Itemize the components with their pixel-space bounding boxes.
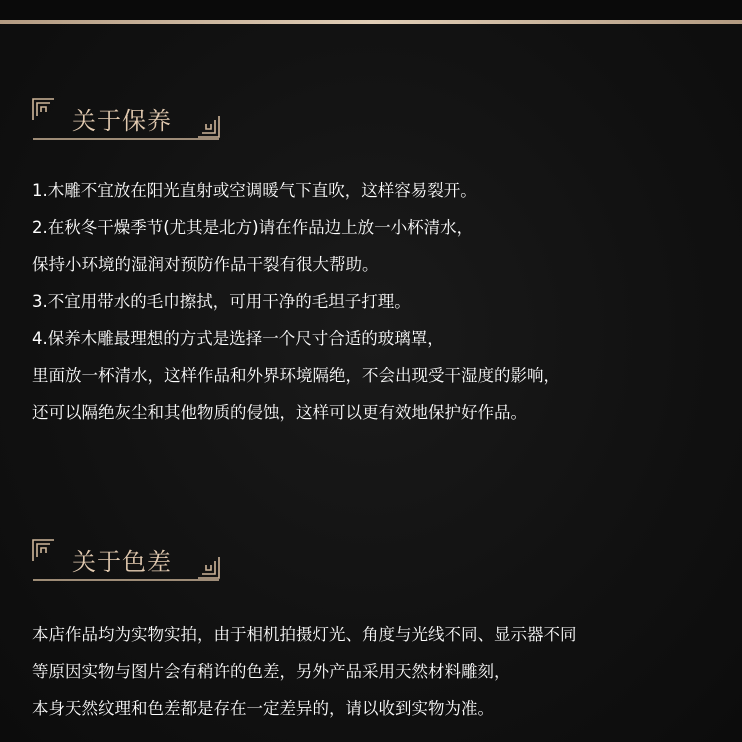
text-line: 2.在秋冬干燥季节(尤其是北方)请在作品边上放一小杯清水，: [32, 218, 474, 237]
top-band: [0, 0, 742, 20]
text-line: 等原因实物与图片会有稍许的色差，另外产品采用天然材料雕刻，: [32, 662, 511, 681]
text-line: 还可以隔绝灰尘和其他物质的侵蚀，这样可以更有效地保护好作品。: [32, 403, 527, 422]
text-line: 1.木雕不宜放在阳光直射或空调暖气下直吹，这样容易裂开。: [32, 181, 477, 200]
care-section-title: 关于保养: [72, 107, 172, 135]
care-section-heading: [32, 96, 220, 140]
color-diff-section-title: 关于色差: [72, 548, 172, 576]
color-diff-section-heading: [32, 537, 220, 581]
color-diff-section-body: [32, 616, 722, 727]
text-line: 4.保养木雕最理想的方式是选择一个尺寸合适的玻璃罩，: [32, 329, 444, 348]
text-line: 保持小环境的湿润对预防作品干裂有很大帮助。: [32, 255, 379, 274]
top-divider-line: [0, 20, 742, 24]
text-line: 本店作品均为实物实拍，由于相机拍摄灯光、角度与光线不同、显示器不同: [32, 625, 577, 644]
text-line: 3.不宜用带水的毛巾擦拭，可用干净的毛坦子打理。: [32, 292, 411, 311]
care-section-body: [32, 172, 722, 431]
text-line: 里面放一杯清水，这样作品和外界环境隔绝，不会出现受干湿度的影响，: [32, 366, 560, 385]
text-line: 本身天然纹理和色差都是存在一定差异的，请以收到实物为准。: [32, 699, 494, 718]
